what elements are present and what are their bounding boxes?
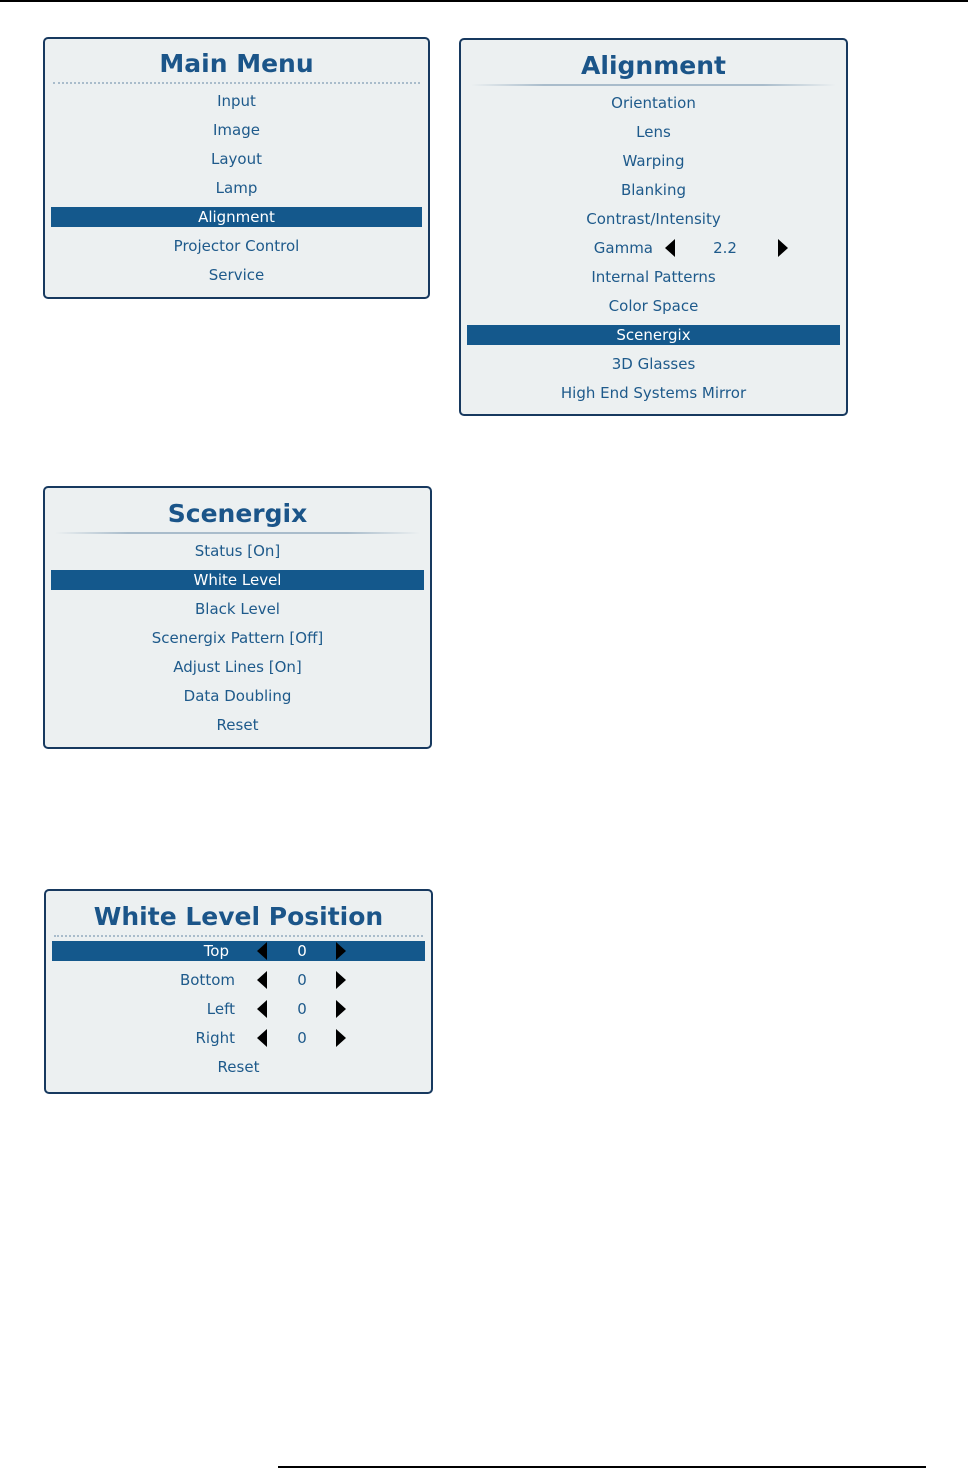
gamma-label: Gamma	[593, 239, 653, 257]
row-value: 0	[297, 1000, 307, 1018]
row-value: 0	[297, 1029, 307, 1047]
menu-item-data-doubling[interactable]: Data Doubling	[183, 687, 292, 705]
scenergix-panel	[43, 486, 432, 749]
title-separator	[54, 935, 423, 937]
white-level-position-title: White Level Position	[93, 902, 384, 931]
arrow-left-icon[interactable]	[257, 971, 267, 989]
menu-item-gamma[interactable]	[467, 234, 840, 263]
title-separator	[55, 532, 420, 534]
main-menu-title: Main Menu	[159, 49, 314, 78]
menu-item-lens[interactable]: Lens	[636, 123, 671, 141]
menu-item-image[interactable]: Image	[213, 121, 260, 139]
menu-item-scenergix-pattern[interactable]: Scenergix Pattern [Off]	[151, 629, 324, 647]
row-label: Left	[206, 1000, 235, 1018]
menu-item-warping[interactable]: Warping	[622, 152, 685, 170]
menu-item-projector-control[interactable]: Projector Control	[173, 237, 300, 255]
arrow-left-icon[interactable]	[257, 942, 267, 960]
white-level-position-items	[46, 941, 431, 1082]
bottom-rule	[278, 1466, 926, 1468]
arrow-left-icon[interactable]	[257, 1029, 267, 1047]
arrow-right-icon[interactable]	[336, 1029, 346, 1047]
alignment-panel	[459, 38, 848, 416]
row-right[interactable]	[52, 1024, 425, 1053]
row-label: Bottom	[179, 971, 235, 989]
menu-item-input[interactable]: Input	[217, 92, 256, 110]
white-level-position-panel	[44, 889, 433, 1094]
menu-item-reset[interactable]: Reset	[216, 716, 259, 734]
menu-item-high-end-systems-mirror[interactable]: High End Systems Mirror	[560, 384, 747, 402]
row-label: Right	[195, 1029, 235, 1047]
menu-item-orientation[interactable]: Orientation	[611, 94, 696, 112]
scenergix-title: Scenergix	[167, 499, 308, 528]
menu-item-status[interactable]: Status [On]	[194, 542, 281, 560]
menu-item-reset[interactable]: Reset	[217, 1058, 260, 1076]
alignment-title: Alignment	[581, 51, 726, 80]
menu-item-alignment[interactable]: Alignment	[51, 207, 422, 227]
menu-item-service[interactable]: Service	[208, 266, 265, 284]
menu-item-layout[interactable]: Layout	[211, 150, 262, 168]
menu-item-white-level[interactable]: White Level	[51, 570, 424, 590]
arrow-right-icon[interactable]	[336, 942, 346, 960]
row-value: 0	[297, 971, 307, 989]
main-menu-items	[45, 87, 428, 290]
arrow-right-icon[interactable]	[336, 971, 346, 989]
menu-item-black-level[interactable]: Black Level	[195, 600, 280, 618]
menu-item-3d-glasses[interactable]: 3D Glasses	[611, 355, 696, 373]
row-left[interactable]	[52, 995, 425, 1024]
arrow-right-icon[interactable]	[778, 239, 788, 257]
main-menu-panel	[43, 37, 430, 299]
alignment-items	[461, 89, 846, 408]
arrow-right-icon[interactable]	[336, 1000, 346, 1018]
row-value: 0	[297, 942, 307, 960]
title-separator	[471, 84, 836, 86]
menu-item-contrast-intensity[interactable]: Contrast/Intensity	[586, 210, 721, 228]
menu-item-internal-patterns[interactable]: Internal Patterns	[591, 268, 716, 286]
menu-item-adjust-lines[interactable]: Adjust Lines [On]	[173, 658, 302, 676]
row-top[interactable]	[52, 941, 425, 961]
arrow-left-icon[interactable]	[257, 1000, 267, 1018]
menu-item-blanking[interactable]: Blanking	[620, 181, 687, 199]
menu-item-scenergix[interactable]: Scenergix	[467, 325, 840, 345]
row-label: Top	[203, 942, 229, 960]
gamma-value: 2.2	[713, 239, 737, 257]
arrow-left-icon[interactable]	[665, 239, 675, 257]
title-separator	[53, 82, 420, 84]
top-rule	[0, 0, 968, 2]
row-bottom[interactable]	[52, 966, 425, 995]
menu-item-color-space[interactable]: Color Space	[608, 297, 699, 315]
menu-item-lamp[interactable]: Lamp	[215, 179, 258, 197]
scenergix-items	[45, 537, 430, 740]
